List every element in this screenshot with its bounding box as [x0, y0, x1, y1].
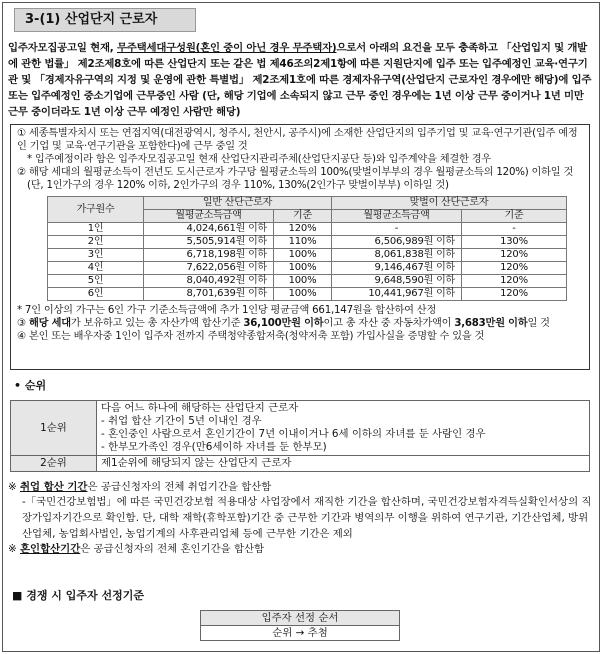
cell-dual-amount: - — [332, 223, 462, 236]
cell-size: 2인 — [48, 236, 144, 249]
rank-2-detail: 제1순위에 해당되지 않는 산업단지 근로자 — [97, 456, 590, 472]
criterion-2: ② 해당 세대의 월평균소득이 전년도 도시근로자 가구당 월평균소득의 100%(맞벌이부부의 경우 월평균소득의 120%) 이하일 것 — [17, 167, 574, 178]
c3-text-2: 이고 총 자산 중 자동차가액이 — [323, 318, 455, 329]
cell-dual-basis: - — [462, 223, 567, 236]
th-dual-worker: 맞벌이 산단근로자 — [332, 197, 567, 210]
selection-value: 순위 → 추첨 — [201, 626, 400, 641]
cell-gen-amount: 8,040,492원 이하 — [144, 275, 274, 288]
intro-homeless-condition: 무주택세대구성원(혼인 중이 아닌 경우 무주택자) — [116, 42, 337, 54]
rank-1-line: - 취업 합산 기간이 5년 이내인 경우 — [101, 415, 262, 427]
note-1-bold: 취업 합산 기간 — [20, 481, 88, 493]
cell-dual-amount: 6,506,989원 이하 — [332, 236, 462, 249]
cell-gen-basis: 100% — [274, 262, 332, 275]
cell-gen-amount: 8,701,639원 이하 — [144, 288, 274, 301]
cell-dual-amount: 8,061,838원 이하 — [332, 249, 462, 262]
table-row — [48, 223, 567, 236]
intro-rest: 으로서 아래의 요건을 모두 충족하고 「산업입지 및 개발에 관한 법률」 제2조제8호에 따른 산업단지 또는 같은 법 제46조의2제1항에 따른 지원단지에 입주 또는 입주예정인 교육·연구기관 및 「경제자유구역의 지정 및 운영에 관한 특별법」 제2조제1호에 따른 경제자유구역(산업단지 근로자인 경우에만 해당)에 입주 또는 입주예정인 중소기업에 근무중인 사람 (단, 해당 기업에 소속되지 않고 근무 중인 경우에는 1년 이상 근무 중이거나 1년 미만 근무 중이더라도 1년 이상 근무 예정인 사람만 해당) — [8, 42, 592, 118]
rank-1-label: 1순위 — [11, 401, 97, 456]
table-row — [48, 236, 567, 249]
cell-gen-basis: 120% — [274, 223, 332, 236]
c3-car-limit: 3,683만원 이하 — [454, 318, 528, 329]
cell-dual-amount: 10,441,967원 이하 — [332, 288, 462, 301]
rank-1-line: - 한부모가족인 경우(만6세이하 자녀를 둔 한부모) — [101, 441, 327, 453]
th-household-size: 가구원수 — [48, 197, 144, 223]
cell-gen-amount: 4,024,661원 이하 — [144, 223, 274, 236]
criterion-2-sub: (단, 1인가구의 경우 120% 이하, 2인가구의 경우 110%, 130%(2인가구 맞벌이부부) 이하일 것) — [27, 180, 449, 191]
table-row — [11, 401, 590, 456]
c3-asset-limit: 36,100만원 이하 — [243, 318, 324, 329]
table-row — [201, 626, 400, 641]
cell-gen-amount: 7,622,056원 이하 — [144, 262, 274, 275]
notes — [8, 480, 592, 556]
c3-text: 가 보유하고 있는 총 자산가액 합산기준 — [70, 318, 244, 329]
table-row — [48, 288, 567, 301]
th-gen-amount: 월평균소득금액 — [144, 210, 274, 223]
cell-size: 3인 — [48, 249, 144, 262]
cell-dual-basis: 120% — [462, 262, 567, 275]
cell-gen-amount: 6,718,198원 이하 — [144, 249, 274, 262]
note-2-bold: 혼인합산기간 — [20, 543, 81, 555]
cell-size: 6인 — [48, 288, 144, 301]
table-row — [11, 456, 590, 472]
note-1-rest: 은 공급신청자의 전체 취업기간을 합산함 — [87, 481, 272, 493]
ranking-title: • 순위 — [14, 379, 47, 392]
income-table — [47, 196, 567, 301]
selection-table — [200, 610, 400, 641]
eligibility-intro — [8, 40, 592, 120]
selection-title: ■ 경쟁 시 입주자 선정기준 — [12, 589, 144, 602]
note-employment-period — [8, 480, 592, 494]
selection-header: 입주자 선정 순서 — [201, 611, 400, 626]
note-2-rest: 은 공급신청자의 전체 혼인기간을 합산함 — [80, 543, 265, 555]
cell-dual-amount: 9,648,590원 이하 — [332, 275, 462, 288]
criterion-1: ① 세종특별자치시 또는 연접지역(대전광역시, 청주시, 천안시, 공주시)에 소재한 산업단지의 입주기업 및 교육·연구기관(입주 예정인 기업 및 교육·연구기관을 포함한다)에 근무 중일 것 — [17, 128, 578, 152]
table-row — [48, 275, 567, 288]
table-row — [48, 249, 567, 262]
cell-dual-amount: 9,146,467원 이하 — [332, 262, 462, 275]
section-title: 3-(1) 산업단지 근로자 — [14, 8, 196, 32]
intro-prefix: 입주자모집공고일 현재, — [8, 42, 117, 54]
table-row — [48, 262, 567, 275]
criterion-4: ④ 본인 또는 배우자중 1인이 입주자 전까지 주택청약종합저축(청약저축 포함) 가입사실을 증명할 수 있을 것 — [17, 331, 485, 342]
cell-dual-basis: 120% — [462, 249, 567, 262]
cell-gen-basis: 100% — [274, 249, 332, 262]
c3-text-3: 일 것 — [527, 318, 550, 329]
cell-dual-basis: 120% — [462, 288, 567, 301]
c3-household: 해당 세대 — [28, 318, 71, 329]
rank-1-detail — [97, 401, 590, 456]
th-gen-basis: 기준 — [274, 210, 332, 223]
criterion-1-note: * 입주예정이라 함은 입주자모집공고일 현재 산업단지관리주체(산업단지공단 등)와 입주계약을 체결한 경우 — [27, 154, 491, 165]
cell-size: 1인 — [48, 223, 144, 236]
cell-dual-basis: 130% — [462, 236, 567, 249]
rank-1-line: - 혼인중인 사람으로서 혼인기간이 7년 이내이거나 6세 이하의 자녀를 둔 사람인 경우 — [101, 428, 486, 440]
cell-gen-amount: 5,505,914원 이하 — [144, 236, 274, 249]
cell-gen-basis: 110% — [274, 236, 332, 249]
cell-size: 5인 — [48, 275, 144, 288]
ranking-table — [10, 400, 590, 472]
th-dual-basis: 기준 — [462, 210, 567, 223]
note-mark: ※ — [8, 481, 21, 493]
criteria-box — [10, 124, 590, 370]
cell-gen-basis: 100% — [274, 288, 332, 301]
rank-1-line: 다음 어느 하나에 해당하는 산업단지 근로자 — [101, 402, 299, 414]
note-employment-detail: -「국민건강보험법」에 따른 국민건강보험 적용대상 사업장에서 재직한 기간을 합산하며, 국민건강보험자격득실확인서상의 직장가입자기간으로 확인함. 단, 대학 재학(휴학포함)기간 중 근무한 기간과 병역의무 이행을 위하여 연구기관, 기간산업체, 방위산업체, 농업회사법인, 농업기계의 사후관리업체 등에 근무한 기간은 제외 — [22, 496, 592, 540]
th-dual-amount: 월평균소득금액 — [332, 210, 462, 223]
criterion-3 — [17, 317, 583, 330]
rank-2-label: 2순위 — [11, 456, 97, 472]
c3-marker: ③ — [17, 318, 29, 329]
table-row — [201, 611, 400, 626]
cell-dual-basis: 120% — [462, 275, 567, 288]
note-mark: ※ — [8, 543, 21, 555]
th-general-worker: 일반 산단근로자 — [144, 197, 332, 210]
table-note: * 7인 이상의 가구는 6인 가구 기준소득금액에 추가 1인당 평균금액 661,147원을 합산하여 산정 — [17, 305, 437, 316]
note-marriage-period — [8, 542, 592, 556]
cell-size: 4인 — [48, 262, 144, 275]
cell-gen-basis: 100% — [274, 275, 332, 288]
